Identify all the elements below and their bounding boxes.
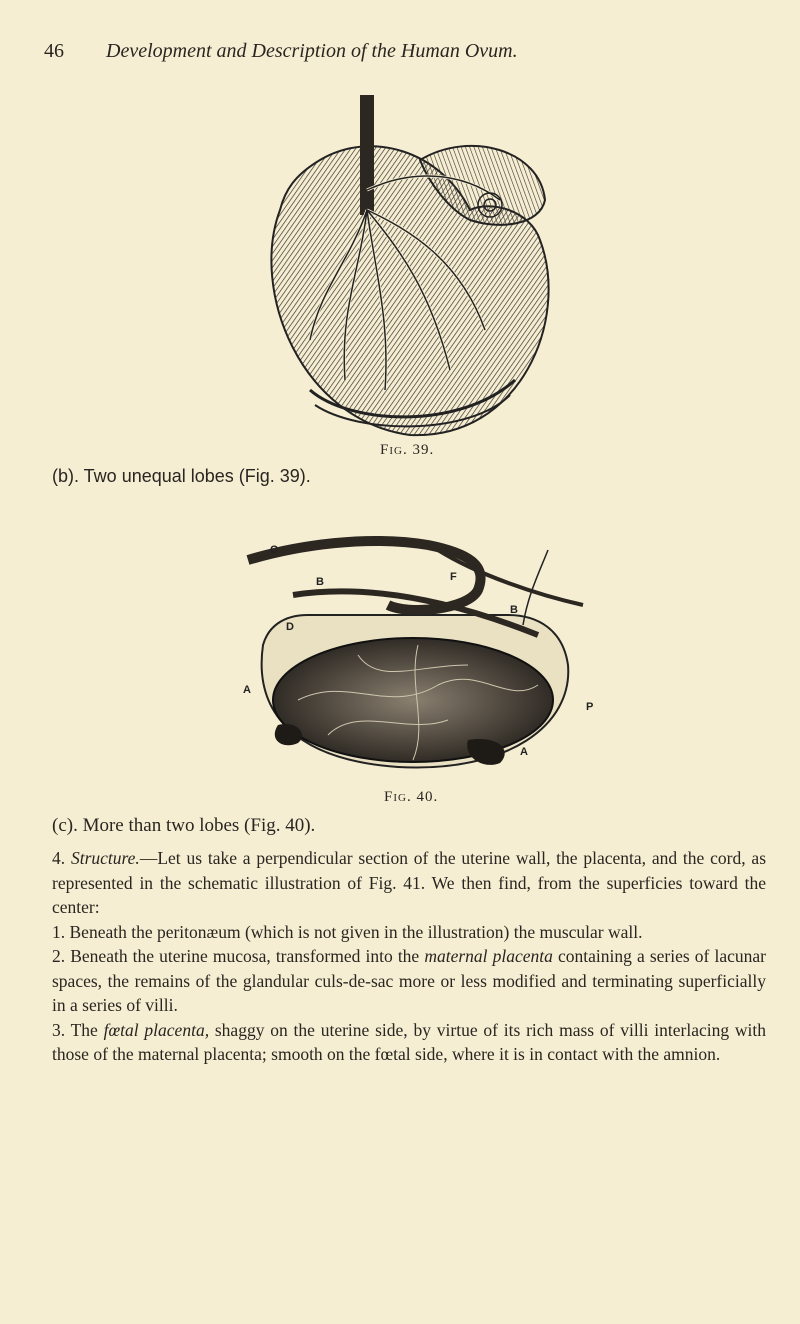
page-number: 46 bbox=[44, 40, 64, 62]
figure-40-illustration bbox=[238, 535, 598, 780]
figure-40-label-a-left: A bbox=[243, 684, 251, 696]
figure-40-label-d: D bbox=[286, 621, 294, 633]
body-text bbox=[52, 846, 766, 1067]
item-2: 2. Beneath the uterine mucosa, transformed into the maternal placenta containing a series of lacunar spaces, the remains of the glandular culs-de-sac more or less modified and terminating superficially in a series of villi. bbox=[52, 946, 766, 1015]
section-4-paragraph bbox=[52, 846, 766, 920]
figure-40-label-p: P bbox=[586, 701, 594, 713]
item-3: 3. The fœtal placenta, shaggy on the uterine side, by virtue of its rich mass of villi interlacing with those of the maternal placenta; smooth on the fœtal side, where it is in contact with the amnion. bbox=[52, 1019, 766, 1064]
figure-40-label-f: F bbox=[450, 571, 457, 583]
section-4-title: Structure. bbox=[70, 848, 140, 868]
figure-40-label-c: C bbox=[270, 544, 278, 556]
item-1: 1. Beneath the peritonæum (which is not given in the illustration) the muscular wall. bbox=[52, 921, 643, 942]
figure-40-label-b-right: B bbox=[510, 604, 518, 616]
figure-39-caption: Fig. 39. bbox=[380, 442, 435, 458]
figure-40-label-b-left: B bbox=[316, 576, 324, 588]
figure-39-illustration bbox=[240, 90, 570, 440]
subhead-c: (c). More than two lobes (Fig. 40). bbox=[52, 815, 316, 836]
page-header bbox=[44, 40, 764, 70]
figure-40-label-a-bottom: A bbox=[520, 746, 528, 758]
subhead-b: (b). Two unequal lobes (Fig. 39). bbox=[52, 466, 311, 486]
maternal-placenta-term: maternal placenta bbox=[424, 946, 553, 966]
running-title: Development and Description of the Human Ovum. bbox=[106, 40, 518, 62]
section-4-text: —Let us take a perpendicular section of the uterine wall, the placenta, and the cord, as represented in the schematic illustration of Fig. 41. We then find, from the superficies toward the center: bbox=[52, 848, 766, 917]
section-4-number: 4. bbox=[52, 848, 66, 868]
figure-40-caption: Fig. 40. bbox=[384, 789, 439, 805]
foetal-placenta-term: fœtal placenta, bbox=[103, 1019, 210, 1040]
